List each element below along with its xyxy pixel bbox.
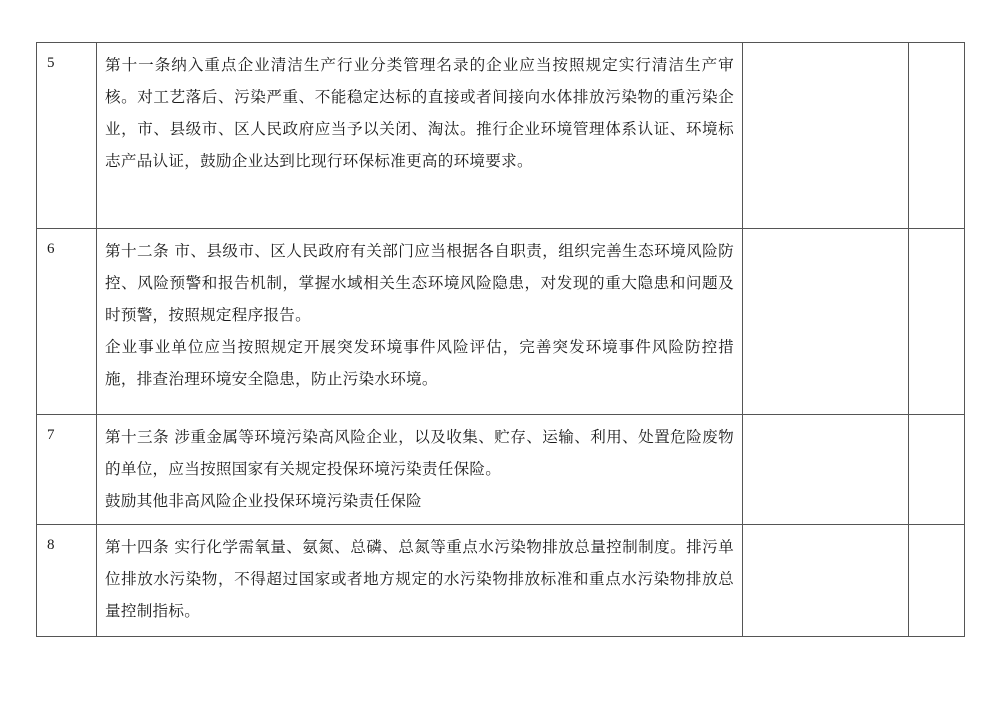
- table-row: [37, 415, 965, 525]
- empty-cell-4: [909, 415, 965, 525]
- article-paragraph: 第十二条 市、县级市、区人民政府有关部门应当根据各自职责，组织完善生态环境风险防控、风险预警和报告机制，掌握水域相关生态环境风险隐患，对发现的重大隐患和问题及时预警，按照规定程序报告。: [105, 242, 734, 324]
- row-number: 6: [37, 229, 97, 415]
- article-text-cell: [97, 525, 743, 637]
- article-paragraph: 鼓励其他非高风险企业投保环境污染责任保险: [105, 492, 422, 510]
- article-paragraph: 第十一条纳入重点企业清洁生产行业分类管理名录的企业应当按照规定实行清洁生产审核。对工艺落后、污染严重、不能稳定达标的直接或者间接向水体排放污染物的重污染企业，市、县级市、区人民政府应当予以关闭、淘汰。推行企业环境管理体系认证、环境标志产品认证，鼓励企业达到比现行环保标准更高的环境要求。: [105, 56, 734, 170]
- table-row: [37, 43, 965, 229]
- row-number: 8: [37, 525, 97, 637]
- table-row: [37, 525, 965, 637]
- empty-cell-4: [909, 525, 965, 637]
- article-paragraph: 第十三条 涉重金属等环境污染高风险企业，以及收集、贮存、运输、利用、处置危险废物的单位，应当按照国家有关规定投保环境污染责任保险。: [105, 428, 734, 478]
- empty-cell-4: [909, 43, 965, 229]
- article-text-cell: [97, 43, 743, 229]
- empty-cell-3: [743, 43, 909, 229]
- empty-cell-3: [743, 525, 909, 637]
- article-paragraph: 第十四条 实行化学需氧量、氨氮、总磷、总氮等重点水污染物排放总量控制制度。排污单位排放水污染物，不得超过国家或者地方规定的水污染物排放标准和重点水污染物排放总量控制指标。: [105, 538, 734, 620]
- table-row: [37, 229, 965, 415]
- regulation-table: [36, 42, 965, 637]
- row-number: 7: [37, 415, 97, 525]
- empty-cell-3: [743, 229, 909, 415]
- row-number: 5: [37, 43, 97, 229]
- empty-cell-4: [909, 229, 965, 415]
- article-text-cell: [97, 229, 743, 415]
- article-paragraph: 企业事业单位应当按照规定开展突发环境事件风险评估，完善突发环境事件风险防控措施，排查治理环境安全隐患，防止污染水环境。: [105, 338, 734, 388]
- empty-cell-3: [743, 415, 909, 525]
- article-text-cell: [97, 415, 743, 525]
